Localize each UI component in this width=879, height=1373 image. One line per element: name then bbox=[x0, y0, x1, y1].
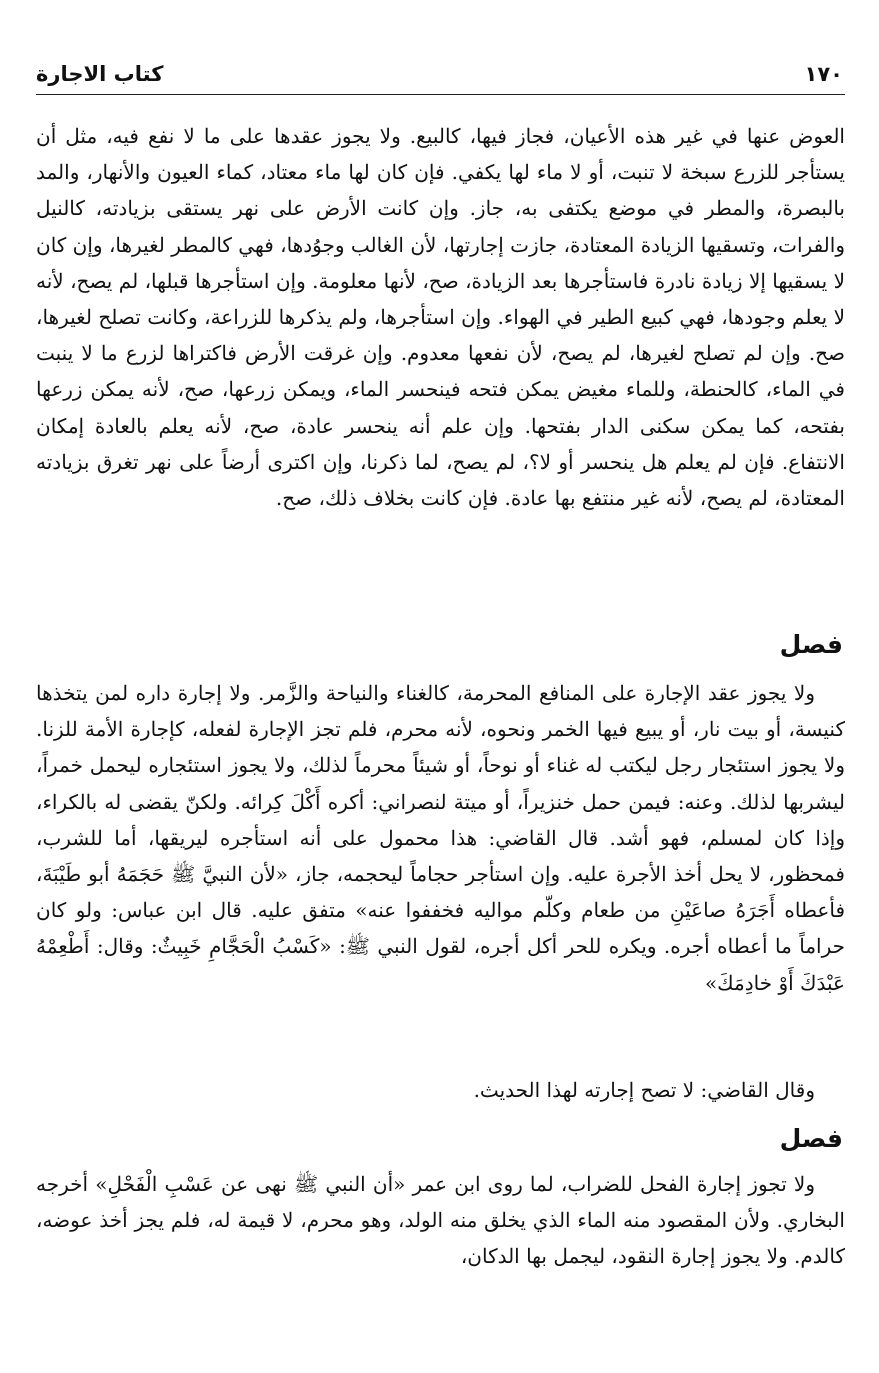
paragraph-1: العوض عنها في غير هذه الأعيان، فجاز فيها، كالبيع. ولا يجوز عقدها على ما لا نفع فيه، مثل أن يستأجر للزرع سبخة لا تنبت، أو لا ماء لها يكفي. فإن كان لها ماء معتاد، كماء العيون والأنهار، والمد بالبصرة، والمطر في موضع يكتفى به، جاز. وإن كانت الأرض على نهر يستقى بزيادته، كالنيل والفرات، وتسقيها الزيادة المعتادة، جازت إجارتها، لأن الغالب وجوُدها، فهي كالمطر لغيرها، وإن كان لا يسقيها إلا زيادة نادرة فاستأجرها بعد الزيادة، صح، لأنها معلومة. وإن استأجرها قبلها، لم يصح، لأنه لا يعلم وجودها، فهي كبيع الطير في الهواء. وإن استأجرها، ولم يذكرها للزراعة، وكانت تصلح لغيرها، صح. وإن لم تصلح لغيرها، لم يصح، لأن نفعها معدوم. وإن غرقت الأرض فاكتراها لزرع ما لا ينبت في الماء، كالحنطة، وللماء مغيض يمكن فتحه فينحسر الماء، ويمكن زرعها، صح، لأنه يمكن زرعها بفتحه، كما يمكن سكنى الدار بفتحها. وإن علم أنه ينحسر عادة، صح، لأنه يعلم بالعادة إمكان الانتفاع. فإن لم يعلم هل ينحسر أو لا؟، لم يصح، لما ذكرنا، وإن اكترى أرضاً على نهر تغرق بزيادته المعتادة، لم يصح، لأنه غير منتفع بها عادة. فإن كانت بخلاف ذلك، صح. bbox=[36, 124, 845, 511]
running-header bbox=[36, 58, 845, 95]
section-1 bbox=[36, 118, 845, 516]
page-number: ١٧٠ bbox=[804, 62, 843, 86]
section-2-note bbox=[36, 1072, 845, 1108]
paragraph-2: ولا يجوز عقد الإجارة على المنافع المحرمة، كالغناء والنياحة والزَّمر. ولا إجارة داره لمن يتخذها كنيسة، أو بيت نار، أو يبيع فيها الخمر ونحوه، لأنه محرم، فلم تجز الإجارة لفعله، كإجارة الأمة للزنا. ولا يجوز استئجار رجل ليكتب له غناء أو نوحاً، أو شيئاً محرماً لذلك، ولا يجوز استئجاره ليحمل خمراً، ليشربها لذلك. وعنه: فيمن حمل خنزيراً، أو ميتة لنصراني: أكره أَكْلَ كِرائه. ولكنّ يقضى له بالكراء، وإذا كان لمسلم، فهو أشد. قال القاضي: هذا محمول على أنه استأجره ليريقها، أما للشرب، فمحظور، لا يحل أخذ الأجرة عليه. وإن استأجر حجاماً ليحجمه، جاز، «لأن النبيَّ ﷺ حَجَمَهُ أبو طَيْبَةَ، فأعطاه أَجَرَهُ صاعَيْنِ من طعام وكلّم مواليه فخففوا عنه» متفق عليه. قال ابن عباس: ولو كان حراماً ما أعطاه أجره. ويكره للحر أكل أجره، لقول النبي ﷺ: «كَسْبُ الْحَجَّامِ خَبِيثٌ: وقال: أَطْعِمْهُ عَبْدَكَ أَوْ خادِمَكَ» bbox=[36, 681, 845, 995]
section-2 bbox=[36, 675, 845, 1001]
section-heading-3: فصل bbox=[779, 1124, 843, 1153]
section-heading-2: فصل bbox=[779, 630, 843, 659]
section-3 bbox=[36, 1166, 845, 1275]
paragraph-3: وقال القاضي: لا تصح إجارته لهذا الحديث. bbox=[473, 1078, 815, 1102]
book-title: كتاب الاجارة bbox=[36, 62, 164, 86]
paragraph-4: ولا تجوز إجارة الفحل للضراب، لما روى ابن عمر «أن النبي ﷺ نهى عن عَسْبِ الْفَحْلِ» أخرجه البخاري. ولأن المقصود منه الماء الذي يخلق منه الولد، وهو محرم، لا قيمة له، فلم يجز أخذ عوضه، كالدم. ولا يجوز إجارة النقود، ليجمل بها الدكان، bbox=[36, 1172, 845, 1269]
